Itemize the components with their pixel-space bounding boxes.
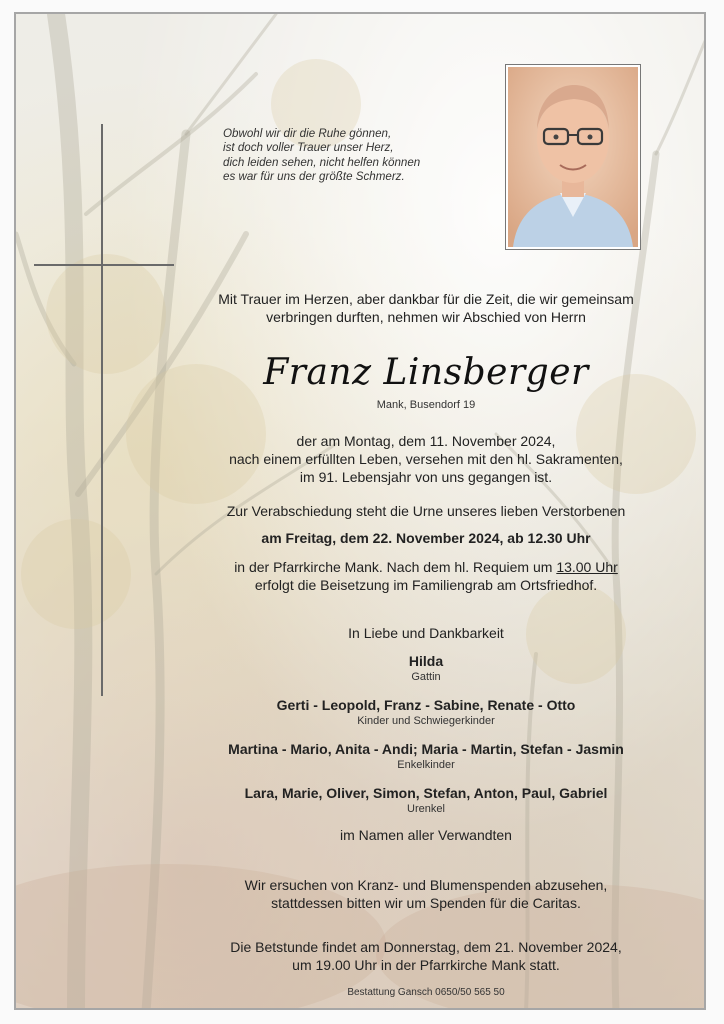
flower-line: Wir ersuchen von Kranz- und Blumenspenden abzusehen, (244, 877, 608, 893)
church-line-1 (166, 558, 686, 576)
prayer-line: um 19.00 Uhr in der Pfarrkirche Mank statt. (292, 957, 560, 973)
mourner-role: Enkelkinder (397, 759, 455, 771)
prayer-notice (166, 938, 686, 974)
poem-line: ist doch voller Trauer unser Herz, (223, 141, 394, 155)
mourner-group (166, 740, 686, 772)
deceased-name: Franz Linsberger (263, 352, 589, 393)
mourner-names: Martina - Mario, Anita - Andi; Maria - Martin, Stefan - Jasmin (228, 741, 624, 757)
mourners-intro: In Liebe und Dankbarkeit (348, 625, 504, 641)
poem-line: es war für uns der größte Schmerz. (223, 170, 405, 184)
prayer-line: Die Betstunde findet am Donnerstag, dem 21. November 2024, (230, 939, 622, 955)
mourner-role: Kinder und Schwiegerkinder (357, 715, 495, 727)
parte-frame (14, 12, 706, 1010)
mourner-group (166, 696, 686, 728)
mourner-role: Gattin (411, 671, 441, 683)
mourner-names: Lara, Marie, Oliver, Simon, Stefan, Anton, Paul, Gabriel (244, 785, 608, 801)
death-notice (166, 432, 686, 486)
intro-line: verbringen durften, nehmen wir Abschied von Herrn (266, 309, 586, 325)
poem-line: Obwohl wir dir die Ruhe gönnen, (223, 127, 392, 140)
flower-line: stattdessen bitten wir um Spenden für die Caritas. (271, 895, 581, 911)
death-line: nach einem erfüllten Leben, versehen mit den hl. Sakramenten, (229, 451, 623, 467)
church-text: in der Pfarrkirche Mank. Nach dem hl. Requiem um (234, 559, 557, 575)
poem-line: dich leiden sehen, nicht helfen können (223, 155, 421, 169)
mourner-names: Hilda (408, 653, 444, 669)
intro-text (166, 290, 686, 326)
mourner-role: Urenkel (407, 803, 445, 815)
deceased-address: Mank, Busendorf 19 (376, 399, 476, 411)
notice-content (16, 14, 706, 1010)
death-line: der am Montag, dem 11. November 2024, (296, 433, 556, 449)
relatives-line: im Namen aller Verwandten (340, 827, 512, 843)
church-line-2: erfolgt die Beisetzung im Familiengrab am Ortsfriedhof. (254, 577, 598, 593)
mourner-names: Gerti - Leopold, Franz - Sabine, Renate - Otto (276, 697, 576, 713)
church-info (166, 558, 686, 594)
undertaker-contact: Bestattung Gansch 0650/50 565 50 (347, 987, 505, 998)
farewell-date: am Freitag, dem 22. November 2024, ab 12.30 Uhr (261, 530, 591, 546)
mourner-group (166, 784, 686, 816)
intro-line: Mit Trauer im Herzen, aber dankbar für die Zeit, die wir gemeinsam (218, 291, 634, 307)
death-line: im 91. Lebensjahr von uns gegangen ist. (299, 469, 553, 485)
mourner-group (166, 652, 686, 684)
requiem-time: 13.00 Uhr (556, 559, 618, 575)
farewell-text: Zur Verabschiedung steht die Urne unseres lieben Verstorbenen (226, 503, 626, 519)
flower-request (166, 876, 686, 912)
